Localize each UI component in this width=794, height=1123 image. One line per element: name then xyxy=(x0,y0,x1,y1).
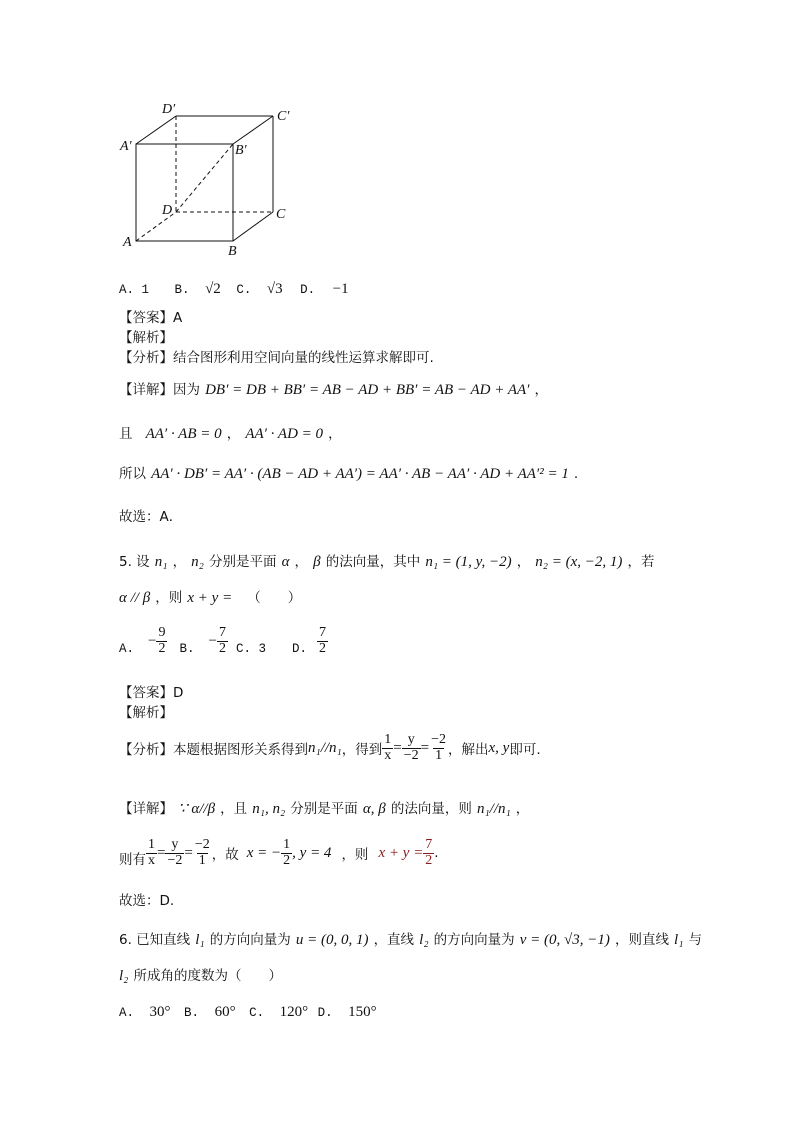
q4-eq2: AA′ · AD = 0 xyxy=(245,426,324,442)
q5-opt-b-sign: − xyxy=(208,632,217,649)
q6-stem-with: 与 xyxy=(688,932,703,948)
q5-stem: 5. 设 n₁ ， n₂ 分别是平面 α ， β 的法向量，其中 n₁ = (1, y, −2) ， n₂ = (x, −2, 1) ，若 xyxy=(119,554,655,570)
q5-x-eq: x = − xyxy=(246,844,282,861)
q5-detail-ab: α, β xyxy=(362,801,386,817)
q5-eq-frac1: $\frac{1}{x}$ xyxy=(384,732,392,763)
q6-opt-b-val: 60° xyxy=(214,1004,236,1020)
q6-opt-a-val: 30° xyxy=(149,1004,171,1020)
q6-v-val: v = (0, √3, −1) xyxy=(519,932,610,948)
q6-opt-d: D. xyxy=(317,1006,333,1020)
q4-so-label: 所以 xyxy=(119,466,146,482)
q5-detail-mid: 分别是平面 xyxy=(290,801,358,817)
label-B: B xyxy=(228,244,237,258)
q4-detail-label: 【详解】因为 xyxy=(119,382,200,398)
q5-stem-if: ，若 xyxy=(627,554,655,570)
q5-analysis-get: ，得到 xyxy=(341,742,383,759)
label-A1: A′ xyxy=(120,139,132,154)
q4-opt-a: A. 1 xyxy=(119,283,150,297)
q6-stem xyxy=(119,928,702,949)
q5-analysis-xy: x, y xyxy=(488,739,510,756)
label-A: A xyxy=(123,235,132,250)
q5-because: ∵ α//β xyxy=(178,801,216,817)
q6-stem-end: ，则直线 xyxy=(614,932,669,948)
q5-analysis-par: n₁//n₁ xyxy=(308,739,342,756)
q5-analysis-header: 【解析】 xyxy=(119,705,173,721)
q5-have-frac2: $\frac{y}{-2}$ xyxy=(167,837,183,868)
q4-opt-c: C. xyxy=(236,283,252,297)
q4-opt-c-val: √3 xyxy=(266,281,283,297)
label-D: D xyxy=(162,203,173,218)
q5-stem-line2 xyxy=(119,586,301,607)
q6-stem-line2 xyxy=(119,964,282,985)
q5-expr: x + y = xyxy=(187,590,233,606)
q6-opt-b: B. xyxy=(184,1006,200,1020)
q5-detail-par: n₁//n₁ xyxy=(476,801,511,817)
q5-stem-prefix: 5. 设 xyxy=(119,554,150,570)
q5-opt-d-frac: $\frac{7}{2}$ xyxy=(319,625,326,656)
q4-opt-b-val: √2 xyxy=(205,281,221,297)
q6-stem-prefix: 6. 已知直线 xyxy=(119,932,191,948)
q4-analysis-header: 【解析】 xyxy=(119,330,173,346)
q6-u-val: u = (0, 0, 1) xyxy=(295,932,369,948)
q5-n2: n₂ xyxy=(191,554,204,570)
q4-conclusion: 故选：A． xyxy=(119,509,183,525)
q6-opt-c-val: 120° xyxy=(279,1004,309,1020)
q5-parallel: α // β xyxy=(119,590,151,606)
q4-options xyxy=(119,281,349,298)
q6-l2b: l₂ xyxy=(119,968,129,984)
q5-analysis-end: ，解出 xyxy=(448,742,489,759)
q5-then: ，则 xyxy=(155,590,183,606)
q5-stem-mid: 分别是平面 xyxy=(208,554,277,570)
q5-have: 则有 $\frac{1}{x}$ = $\frac{y}{-2}$ = $\frac{-2}{1}$ ，故 x = − $\frac{1}{2}$ , y = 4 ，则 x + y = $\frac{7}{2}$ . xyxy=(119,837,439,869)
q5-answer: 【答案】D xyxy=(119,685,184,701)
q5-x-frac: $\frac{1}{2}$ xyxy=(283,837,291,868)
q6-opt-d-val: 150° xyxy=(348,1004,377,1020)
q4-detail-eq: DB′ = DB + BB′ = AB − AD + BB′ = AB − AD + AA′ xyxy=(205,382,530,398)
q4-and-label: 且 xyxy=(119,426,133,442)
q6-opt-c: C. xyxy=(249,1006,265,1020)
q5-options xyxy=(119,626,328,656)
q4-so: 所以 AA′ · DB′ = AA′ · (AB − AD + AA′) = AA′ · AB − AA′ · AD + AA′² = 1 . xyxy=(119,466,579,482)
q5-analysis-prefix: 【分析】本题根据图形关系得到 xyxy=(119,742,308,759)
q5-n1: n₁ xyxy=(154,554,168,570)
q5-opt-a-frac: $\frac{9}{2}$ xyxy=(158,625,166,656)
q6-options xyxy=(119,1004,377,1021)
q5-opt-a-label: A. xyxy=(119,642,135,657)
q5-detail-label: 【详解】 xyxy=(119,801,173,817)
q6-l1b: l₁ xyxy=(674,932,684,948)
q5-y-eq: , y = 4 xyxy=(292,844,332,861)
q5-then2: ，则 xyxy=(341,847,369,864)
q5-detail-n: n₁, n₂ xyxy=(252,801,286,817)
q5-eq-frac3: $\frac{-2}{1}$ xyxy=(431,732,447,763)
q6-l1: l₁ xyxy=(195,932,205,948)
q5-stem-normal: 的法向量，其中 xyxy=(325,554,421,570)
q4-answer: 【答案】A xyxy=(119,310,183,326)
q6-opt-a: A. xyxy=(119,1006,135,1020)
q5-blank: （ ） xyxy=(247,590,302,606)
q5-sum-lhs: x + y = xyxy=(378,844,424,861)
q5-and: ，且 xyxy=(220,801,248,817)
q5-opt-c: C. 3 xyxy=(235,642,266,657)
label-B1: B′ xyxy=(235,143,247,158)
q5-have-frac1: $\frac{1}{x}$ xyxy=(148,837,155,868)
q4-eq1: AA′ · AB = 0 xyxy=(145,426,222,442)
q5-eq-frac2: $\frac{y}{-2}$ xyxy=(403,732,419,763)
q4-opt-d: D. xyxy=(300,283,316,297)
q6-l2: l₂ xyxy=(419,932,429,948)
q4-opt-b: B. xyxy=(174,283,190,297)
label-C: C xyxy=(276,207,286,222)
q5-detail-normal: 的法向量，则 xyxy=(390,801,472,817)
q5-opt-a-sign: − xyxy=(148,632,157,649)
q6-stem-angle: 所成角的度数为（ ） xyxy=(133,968,282,984)
q5-opt-b-frac: $\frac{7}{2}$ xyxy=(218,625,226,656)
q6-stem-dir2: 的方向向量为 xyxy=(433,932,515,948)
q5-conclusion: 故选：D. xyxy=(119,893,175,909)
q5-analysis-tail: 即可. xyxy=(509,742,541,759)
label-C1: C′ xyxy=(277,109,290,124)
q5-n1-value: n₁ = (1, y, −2) xyxy=(425,554,512,570)
q5-so: ，故 xyxy=(211,847,239,864)
label-D1: D′ xyxy=(162,102,176,117)
q4-detail: 【详解】因为 DB′ = DB + BB′ = AB − AD + BB′ = AB − AD + AA′ ， xyxy=(119,382,549,398)
q4-and: 且 AA′ · AB = 0 ， AA′ · AD = 0 ， xyxy=(119,426,342,442)
q5-opt-b-label: B. xyxy=(179,642,195,657)
q4-opt-d-val: −1 xyxy=(332,281,349,297)
q5-alpha: α xyxy=(281,554,290,570)
q4-so-eq: AA′ · DB′ = AA′ · (AB − AD + AA′) = AA′ · AB − AA′ · AD + AA′² = 1 xyxy=(151,466,569,482)
q6-stem-l2: ，直线 xyxy=(373,932,415,948)
q5-analysis: 【分析】本题根据图形关系得到 n₁//n₁ ，得到 $\frac{1}{x}$ = $\frac{y}{-2}$ = $\frac{-2}{1}$ ，解出 x, y 即可. xyxy=(119,732,541,763)
q5-n2-value: n₂ = (x, −2, 1) xyxy=(535,554,623,570)
q5-have-frac3: $\frac{-2}{1}$ xyxy=(194,837,210,868)
q5-opt-d-label: D. xyxy=(291,642,307,657)
q5-detail: 【详解】 ∵ α//β ，且 n₁, n₂ 分别是平面 α, β 的法向量，则 n₁//n₁ ， xyxy=(119,801,530,817)
q6-stem-dir: 的方向向量为 xyxy=(209,932,291,948)
q5-beta: β xyxy=(313,554,321,570)
q4-analysis: 【分析】结合图形利用空间向量的线性运算求解即可. xyxy=(119,350,434,366)
q5-sum-frac: $\frac{7}{2}$ xyxy=(425,837,433,868)
q5-have-label: 则有 xyxy=(119,852,146,869)
cube-figure xyxy=(115,98,305,258)
